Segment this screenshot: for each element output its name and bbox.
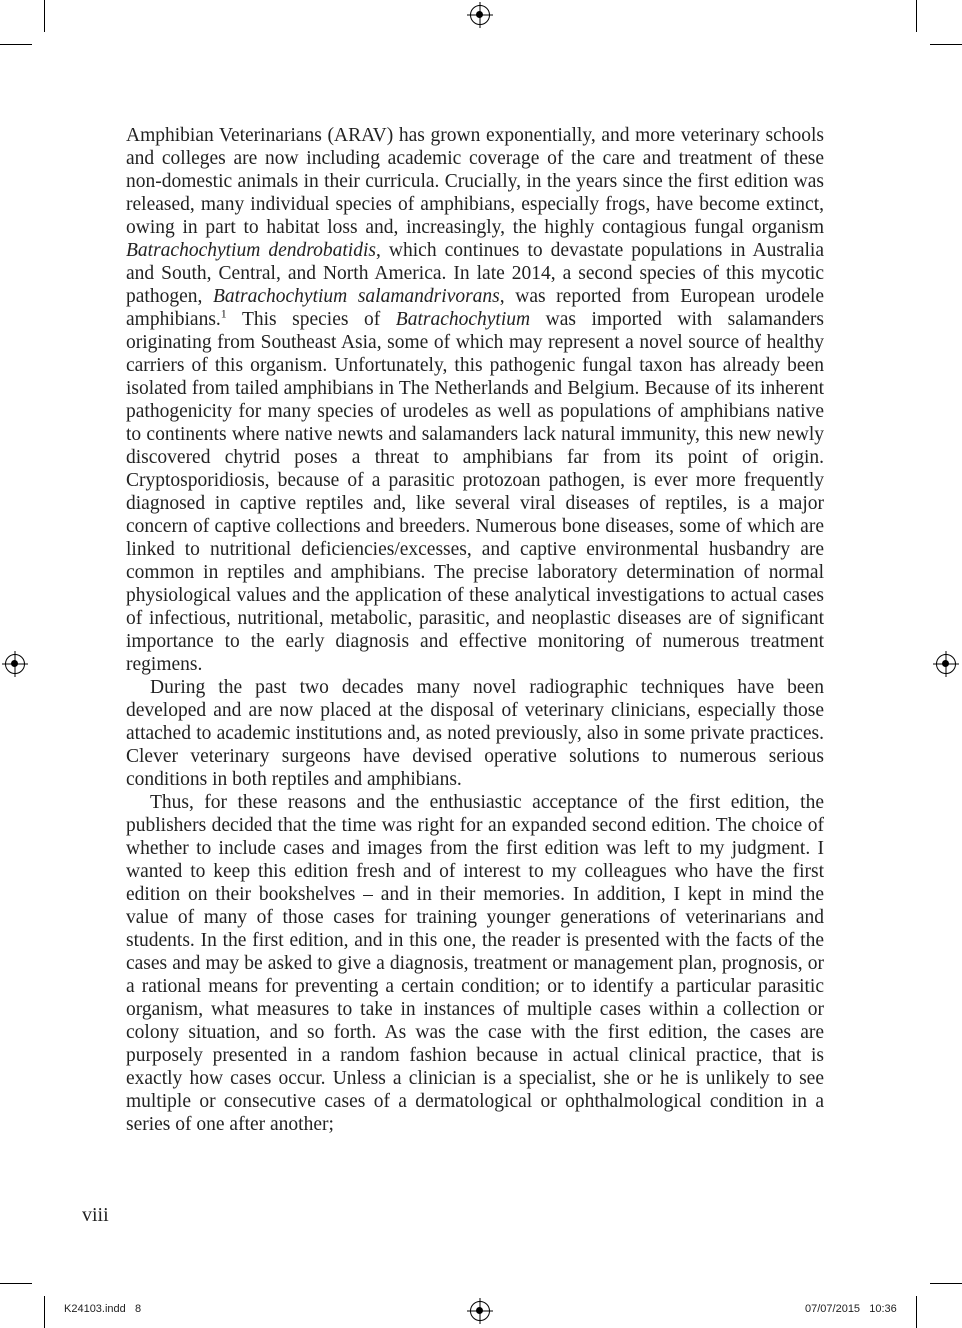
crop-mark-top-left-horizontal — [0, 44, 32, 45]
body-text — [126, 124, 824, 1136]
paragraph — [126, 791, 824, 1136]
text-run: This species of — [226, 309, 396, 330]
italic-text: Batrachochytium salamandrivorans — [212, 286, 500, 307]
crop-mark-top-right-horizontal — [930, 44, 962, 45]
crop-mark-bottom-left-vertical — [44, 1296, 45, 1328]
crop-mark-bottom-left-horizontal — [0, 1283, 32, 1284]
slug-date-time: 07/07/2015 10:36 — [805, 1303, 897, 1315]
italic-text: Batrachochytium — [395, 309, 531, 330]
registration-mark-top-icon — [470, 5, 490, 25]
text-run: Amphibian Veterinarians (ARAV) has grown exponentially, and more veterinary schools and colleges are now including academic coverage of the care and treatment of these non-domestic animals in their curricula. Crucially, in the years since the first edition was released, many individual species of amphibians, especially frogs, have become extinct, owing in part to habitat loss and, increasingly, the highly contagious fungal organism — [126, 125, 824, 238]
text-run: was imported with salamanders originating from Southeast Asia, some of which may represent a novel source of healthy carriers of this organism. Unfortunately, this pathogenic fungal taxon has already been isolated from tailed amphibians in The Netherlands and Belgium. Because of its inherent pathogenicity for many species of urodeles as well as populations of amphibians native to continents where native newts and salamanders lack natural immunity, this new newly discovered chytrid poses a threat to amphibians far from its point of origin. Cryptosporidiosis, because of a parasitic protozoan pathogen, is ever more frequently diagnosed in captive reptiles and, like several viral diseases of reptiles, is a major concern of captive collections and breeders. Numerous bone diseases, some of which are linked to nutritional deficiencies/excesses, and captive environmental husbandry are common in reptiles and amphibians. The precise laboratory determination of normal physiological values and the application of these analytical investigations to actual cases of infectious, nutritional, metabolic, parasitic, and neoplastic diseases are of significant importance to the early diagnosis and effective monitoring of numerous treatment regimens. — [126, 309, 824, 675]
paragraph — [126, 124, 824, 676]
page-number: viii — [82, 1204, 109, 1226]
footnote-reference: 1 — [220, 306, 227, 321]
text-run: , was reported from European urodele amphibians. — [126, 286, 824, 330]
slug-file-name: K24103.indd 8 — [64, 1303, 142, 1315]
crop-mark-bottom-right-horizontal — [930, 1283, 962, 1284]
registration-mark-right-icon — [936, 654, 956, 674]
registration-mark-left-icon — [5, 654, 25, 674]
paragraph — [126, 676, 824, 791]
crop-mark-top-right-vertical — [916, 0, 917, 32]
italic-text: Batrachochytium dendrobatidis — [126, 240, 376, 261]
registration-mark-bottom-icon — [470, 1301, 490, 1321]
text-run: , which continues to devastate populations in Australia and South, Central, and North America. In late 2014, a second species of this mycotic pathogen, — [126, 240, 824, 307]
text-run: During the past two decades many novel radiographic techniques have been developed and are now placed at the disposal of veterinary clinicians, especially those attached to academic institutions and, as noted previously, also in some private practices. Clever veterinary surgeons have devised operative solutions to numerous serious conditions in both reptiles and amphibians. — [126, 677, 824, 790]
crop-mark-top-left-vertical — [44, 0, 45, 32]
crop-mark-bottom-right-vertical — [916, 1296, 917, 1328]
text-run: Thus, for these reasons and the enthusiastic acceptance of the first edition, the publishers decided that the time was right for an expanded second edition. The choice of whether to include cases and images from the first edition was left to my judgment. I wanted to keep this edition fresh and of interest to my colleagues who have the first edition on their bookshelves – and in their memories. In addition, I kept in mind the value of many of those cases for training younger generations of veterinarians and students. In the first edition, and in this one, the reader is presented with the facts of the cases and may be asked to give a diagnosis, treatment or management plan, prognosis, or a rational means for preventing a certain condition; or to identify a particular parasitic organism, what measures to take in instances of multiple cases within a collection or colony situation, and so forth. As was the case with the first edition, the cases are purposely presented in a random fashion because in actual clinical practice, that is exactly how cases occur. Unless a clinician is a specialist, she or he is unlikely to see multiple or consecutive cases of a dermatological or ophthalmological condition in a series of one after another; — [126, 792, 824, 1135]
